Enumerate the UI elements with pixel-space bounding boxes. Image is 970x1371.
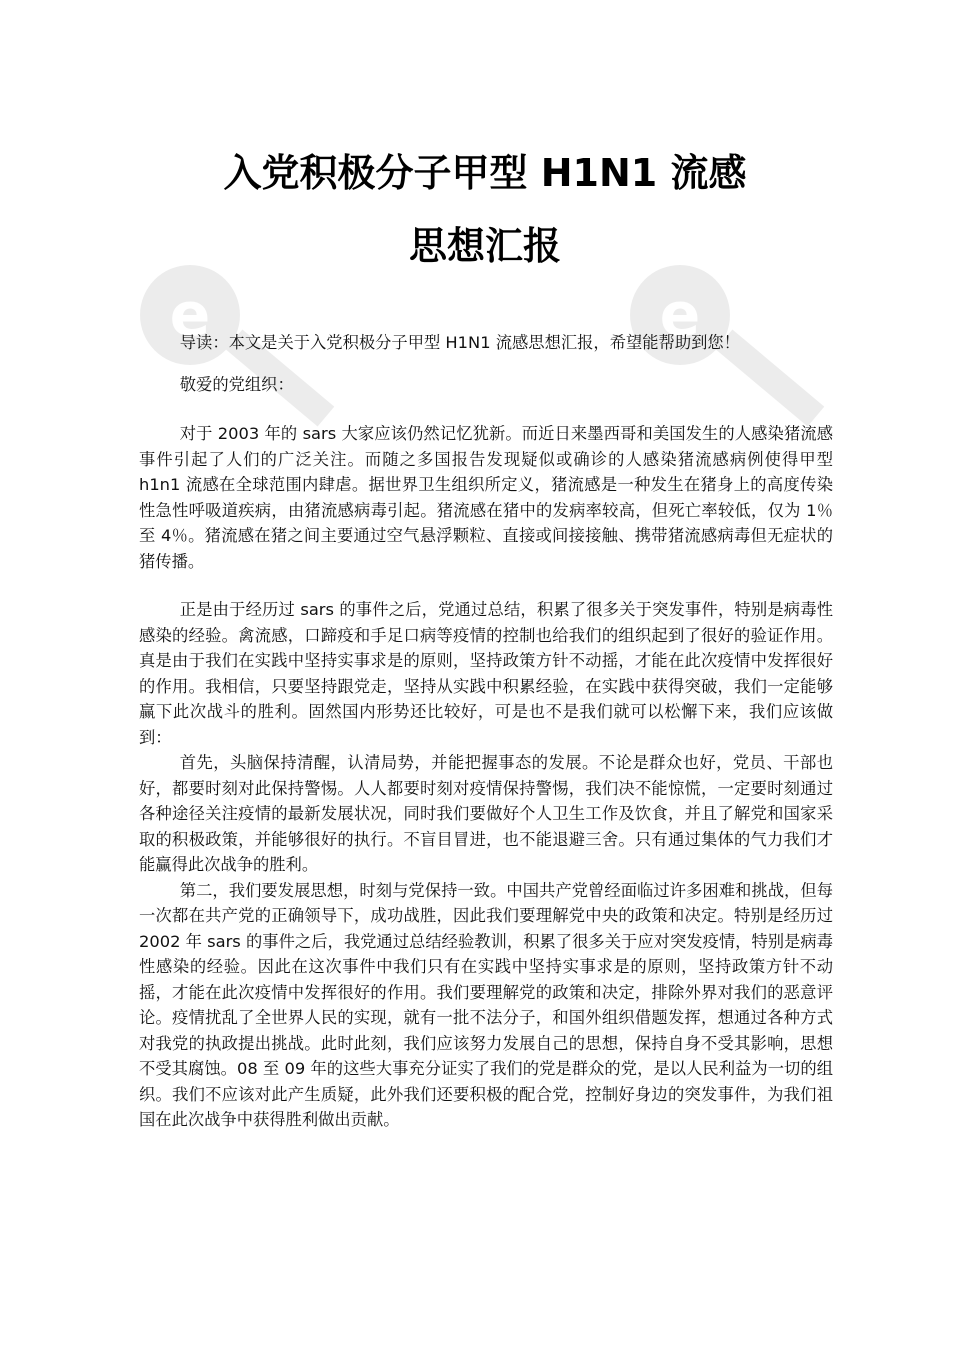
page-title: 入党积极分子甲型 H1N1 流感: [223, 151, 747, 195]
page-subtitle: 思想汇报: [408, 224, 561, 268]
lead-paragraph: 导读：本文是关于入党积极分子甲型 H1N1 流感思想汇报，希望能帮助到您！: [179, 333, 740, 352]
svg-text:e: e: [169, 280, 211, 350]
body-paragraph: 首先，头脑保持清醒，认清局势，并能把握事态的发展。不论是群众也好，党员、干部也好，都要时刻对此保持警惕。人人都要时刻对疫情保持警惕，我们决不能惊慌，一定要时刻通过各种途径关注疫情的最新发展状况，同时我们要做好个人卫生工作及饮食，并且了解党和国家采取的积极政策，并能够很好的执行。不盲目冒进，也不能退避三舍。只有通过集体的气力我们才能赢得此次战争的胜利。: [139, 753, 833, 874]
body-paragraph: 第二，我们要发展思想，时刻与党保持一致。中国共产党曾经面临过许多困难和挑战，但每一次都在共产党的正确领导下，成功战胜，因此我们要理解党中央的政策和决定。特别是经历过 2002 年 sars 的事件之后，我党通过总结经验教训，积累了很多关于应对突发疫情，特别是病毒性感染的经验。因此在这次事件中我们只有在实践中坚持实事求是的原则，坚持政策方针不动摇，才能在此次疫情中发挥很好的作用。我们要理解党的政策和决定，排除外界对我们的恶意评论。疫情扰乱了全世界人民的实现，就有一批不法分子，和国外组织借题发挥，想通过各种方式对我党的执政提出挑战。此时此刻，我们应该努力发展自己的思想，保持自身不受其影响，思想不受其腐蚀。08 至 09 年的这些大事充分证实了我们的党是群众的党，是以人民利益为一切的组织。我们不应该对此产生质疑，此外我们还要积极的配合党，控制好身边的突发事件，为我们祖国在此次战争中获得胜利做出贡献。: [139, 880, 833, 1129]
svg-text:e: e: [659, 280, 701, 350]
body-paragraph: 对于 2003 年的 sars 大家应该仍然记忆犹新。而近日来墨西哥和美国发生的人感染猪流感事件引起了人们的广泛关注。而随之多国报告发现疑似或确诊的人感染猪流感病例使得甲型 h1n1 流感在全球范围内肆虐。据世界卫生组织所定义，猪流感是一种发生在猪身上的高度传染性急性呼吸道疾病，由猪流感病毒引起。猪流感在猪中的发病率较高，但死亡率较低，仅为 1％至 4％。猪流感在猪之间主要通过空气悬浮颗粒、直接或间接接触、携带猪流感病毒但无症状的猪传播。: [139, 424, 833, 571]
body-paragraph: 正是由于经历过 sars 的事件之后，党通过总结，积累了很多关于突发事件，特别是病毒性感染的经验。禽流感，口蹄疫和手足口病等疫情的控制也给我们的组织起到了很好的验证作用。真是由于我们在实践中坚持实事求是的原则，坚持政策方针不动摇，才能在此次疫情中发挥很好的作用。我相信，只要坚持跟党走，坚持从实践中积累经验，在实践中获得突破，我们一定能够赢下此次战斗的胜利。固然国内形势还比较好，可是也不是我们就可以松懈下来，我们应该做到：: [139, 600, 833, 747]
document-body: [139, 330, 833, 1133]
salutation: 敬爱的党组织：: [179, 374, 294, 394]
